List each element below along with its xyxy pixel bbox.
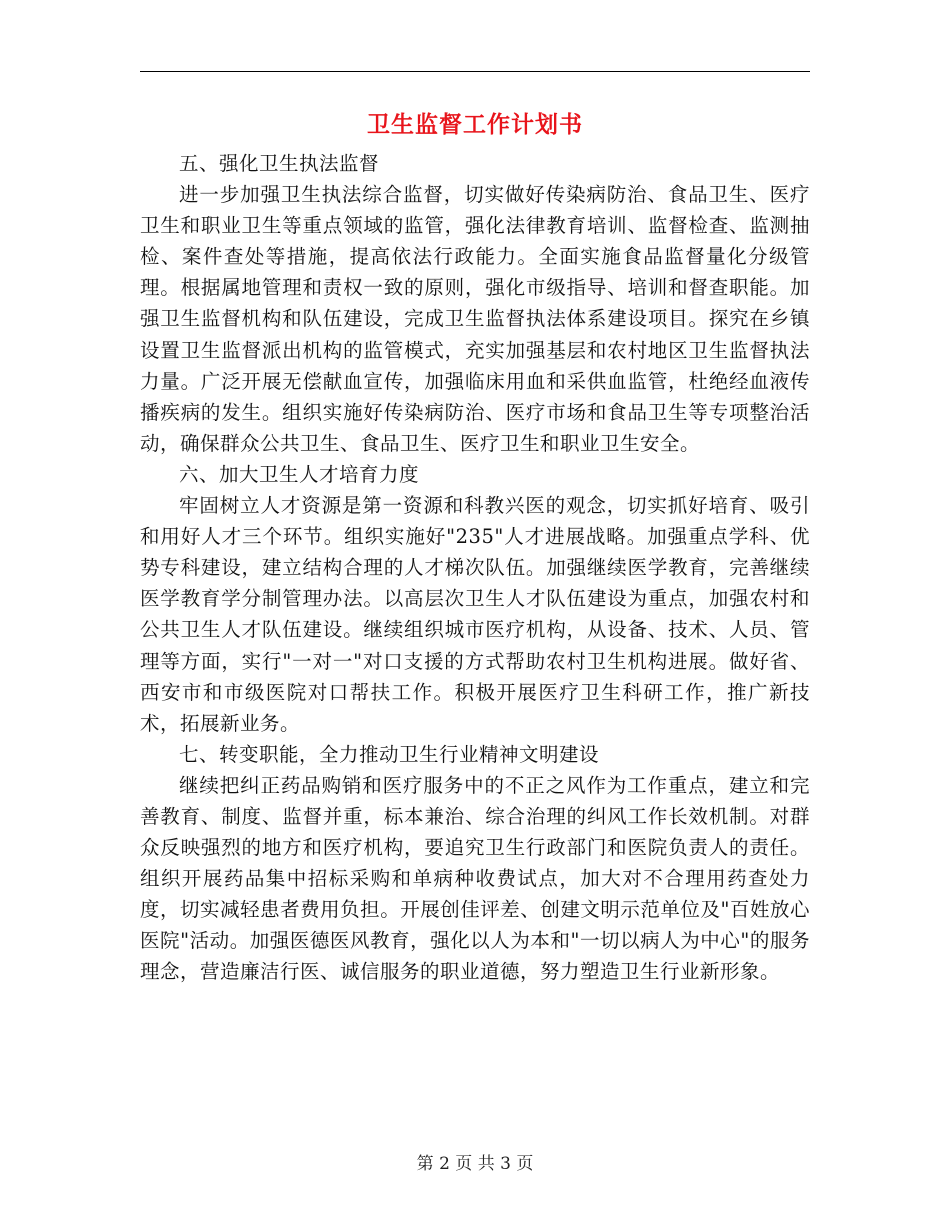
section-heading-6: 六、加大卫生人才培育力度 xyxy=(179,462,420,486)
document-body xyxy=(140,148,810,988)
section-heading-7: 七、转变职能，全力推动卫生行业精神文明建设 xyxy=(179,742,600,766)
body-paragraph-7: 继续把纠正药品购销和医疗服务中的不正之风作为工作重点，建立和完善教育、制度、监督并重，标本兼治、综合治理的纠风工作长效机制。对群众反映强烈的地方和医疗机构，要追究卫生行政部门和医院负责人的责任。组织开展药品集中招标采购和单病种收费试点，加大对不合理用药查处力度，切实减轻患者费用负担。开展创佳评差、创建文明示范单位及"百姓放心医院"活动。加强医德医风教育，强化以人为本和"一切以病人为中心"的服务理念，营造廉洁行医、诚信服务的职业道德，努力塑造卫生行业新形象。 xyxy=(140,773,810,984)
section-heading-5: 五、强化卫生执法监督 xyxy=(179,152,380,175)
header-rule xyxy=(140,71,810,72)
body-paragraph-5: 进一步加强卫生执法综合监督，切实做好传染病防治、食品卫生、医疗卫生和职业卫生等重点领域的监管，强化法律教育培训、监督检查、监测抽检、案件查处等措施，提高依法行政能力。全面实施食品监督量化分级管理。根据属地管理和责权一致的原则，强化市级指导、培训和督查职能。加强卫生监督机构和队伍建设，完成卫生监督执法体系建设项目。探究在乡镇设置卫生监督派出机构的监管模式，充实加强基层和农村地区卫生监督执法力量。广泛开展无偿献血宣传，加强临床用血和采供血监管，杜绝经血液传播疾病的发生。组织实施好传染病防治、医疗市场和食品卫生等专项整治活动，确保群众公共卫生、食品卫生、医疗卫生和职业卫生安全。 xyxy=(140,183,810,455)
page-number: 第 2 页 共 3 页 xyxy=(416,1154,534,1174)
page-footer xyxy=(0,1153,950,1175)
body-paragraph-6: 牢固树立人才资源是第一资源和科教兴医的观念，切实抓好培育、吸引和用好人才三个环节。组织实施好"235"人才进展战略。加强重点学科、优势专科建设，建立结构合理的人才梯次队伍。加强继续医学教育，完善继续医学教育学分制管理办法。以高层次卫生人才队伍建设为重点，加强农村和公共卫生人才队伍建设。继续组织城市医疗机构，从设备、技术、人员、管理等方面，实行"一对一"对口支援的方式帮助农村卫生机构进展。做好省、西安市和市级医院对口帮扶工作。积极开展医疗卫生科研工作，推广新技术，拓展新业务。 xyxy=(140,494,810,735)
document-title: 卫生监督工作计划书 xyxy=(367,111,583,138)
